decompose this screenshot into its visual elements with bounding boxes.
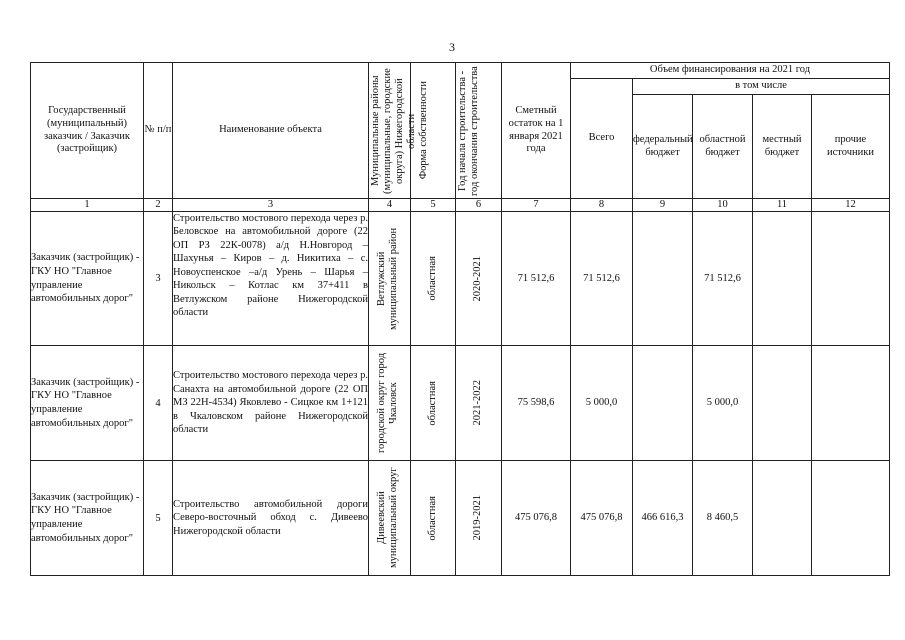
cell-federal [633,212,693,346]
cell-local [753,461,812,576]
col-num-4: 4 [369,199,411,212]
col-num-6: 6 [456,199,502,212]
cell-customer: Заказчик (застройщик) - ГКУ НО "Главное управление автомобильных дорог" [31,346,144,461]
cell-years [456,346,502,461]
cell-other [812,461,890,576]
cell-years-text: 2019-2021 [472,495,484,541]
cell-federal [633,346,693,461]
cell-ownership-text: областная [426,495,438,541]
cell-district-text: Ветлужский муниципальный район [375,227,399,330]
cell-ownership [411,212,456,346]
cell-name: Строительство мостового перехода через р. Санахта на автомобильной дороге (22 ОП МЗ 22Н-4534) Яковлево - Сицкое км 1+121 в Чкаловском районе Нижегородской области [173,346,369,461]
cell-estimate: 71 512,6 [502,212,571,346]
col-num-1: 1 [31,199,144,212]
col-num-3: 3 [173,199,369,212]
cell-ownership [411,461,456,576]
header-federal: федеральный бюджет [633,95,693,199]
cell-no: 4 [144,346,173,461]
table-row [31,346,890,461]
col-num-5: 5 [411,199,456,212]
header-estimate: Сметный остаток на 1 января 2021 года [502,63,571,199]
header-other: прочие источники [812,95,890,199]
cell-no: 3 [144,212,173,346]
header-ownership [411,63,456,199]
cell-other [812,212,890,346]
cell-district [369,346,411,461]
cell-years-text: 2021-2022 [472,380,484,426]
cell-ownership [411,346,456,461]
cell-regional: 71 512,6 [693,212,753,346]
cell-regional: 8 460,5 [693,461,753,576]
page-number: 3 [449,40,455,54]
header-name: Наименование объекта [173,63,369,199]
financing-table [30,62,890,576]
cell-years-text: 2020-2021 [472,255,484,302]
cell-total: 475 076,8 [571,461,633,576]
cell-customer: Заказчик (застройщик) - ГКУ НО "Главное управление автомобильных дорог" [31,461,144,576]
header-regional: областной бюджет [693,95,753,199]
cell-estimate: 475 076,8 [502,461,571,576]
cell-district-text: городской округ город Чкаловск [375,352,399,454]
col-num-12: 12 [812,199,890,212]
cell-local [753,346,812,461]
cell-customer: Заказчик (застройщик) - ГКУ НО "Главное управление автомобильных дорог" [31,212,144,346]
cell-no: 5 [144,461,173,576]
cell-district-text: Дивеевский муниципальный округ [375,467,399,569]
col-num-8: 8 [571,199,633,212]
cell-name: Строительство автомобильной дороги Северо-восточный обход с. Дивеево Нижегородской области [173,461,369,576]
header-districts [369,63,417,199]
header-total: Всего [571,79,633,199]
cell-total: 71 512,6 [571,212,633,346]
header-ownership-text: Форма собственности [418,81,429,180]
cell-years [456,212,502,346]
col-num-2: 2 [144,199,173,212]
header-incl: в том числе [633,79,890,95]
header-no: № п/п [144,63,173,199]
cell-estimate: 75 598,6 [502,346,571,461]
cell-ownership-text: областная [426,380,438,426]
col-num-7: 7 [502,199,571,212]
header-funding: Объем финансирования на 2021 год [571,63,890,79]
table-row [31,461,890,576]
header-local: местный бюджет [753,95,812,199]
col-num-11: 11 [753,199,812,212]
cell-district [369,461,411,576]
col-num-9: 9 [633,199,693,212]
col-num-10: 10 [693,199,753,212]
cell-regional: 5 000,0 [693,346,753,461]
header-customer: Государственный (муниципальный) заказчик / Заказчик (застройщик) [31,63,144,199]
cell-federal: 466 616,3 [633,461,693,576]
header-districts-text: Муниципальные районы (муниципальные, городские округа) Нижегородской области [369,67,417,194]
cell-district [369,212,411,346]
cell-total: 5 000,0 [571,346,633,461]
cell-local [753,212,812,346]
cell-years [456,461,502,576]
header-years-text: Год начала строительства - год окончания строительства [456,65,480,196]
header-years [456,63,502,199]
cell-other [812,346,890,461]
cell-name: Строительство мостового перехода через р. Беловское на автомобильной дороге (22 ОП РЗ 22К-0078) а/д Н.Новгород – Шахунья – Киров – д. Никитиха – с. Новоуспенское –а/д Урень – Шарья – Никольск – Котлас км 37+411 в Ветлужском районе Нижегородской области [173,212,369,346]
cell-ownership-text: областная [426,256,438,301]
table-row [31,212,890,346]
column-number-row [31,199,890,212]
